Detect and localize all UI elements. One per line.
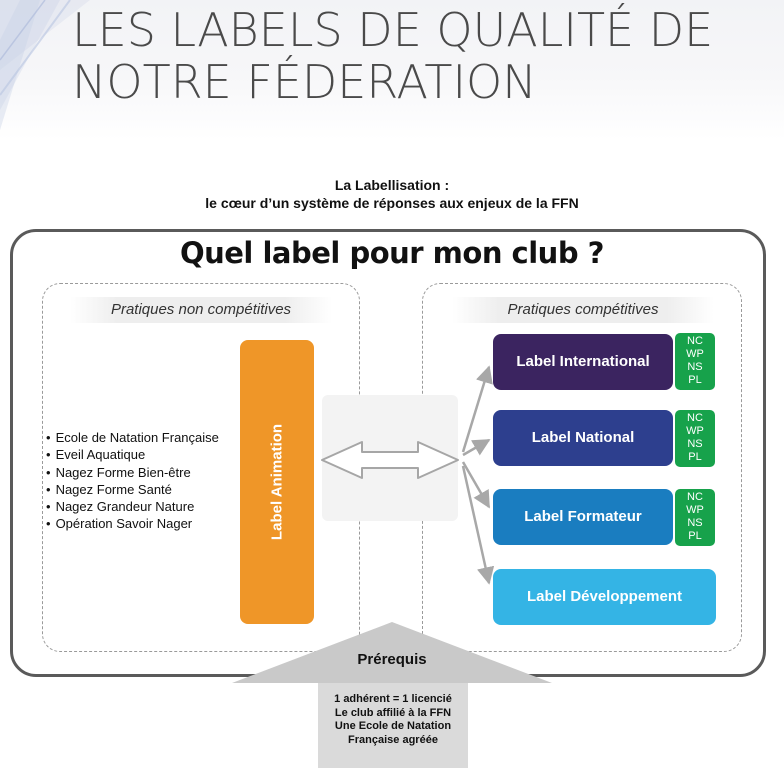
label-national: Label National: [493, 410, 673, 466]
label-formateur: Label Formateur: [493, 489, 673, 545]
label-animation-text: Label Animation: [268, 423, 286, 541]
code-wp: WP: [686, 504, 704, 516]
list-item: • Opération Savoir Nager: [46, 515, 219, 532]
code-ns: NS: [687, 517, 703, 529]
code-ns: NS: [687, 438, 703, 450]
list-item: • Nagez Grandeur Nature: [46, 498, 219, 515]
prerequisite-line: 1 adhérent = 1 licencié: [334, 693, 452, 705]
main-heading: Quel label pour mon club ?: [179, 236, 605, 270]
competitive-header: Pratiques compétitives: [452, 297, 714, 323]
code-pl: PL: [688, 374, 702, 386]
subtitle-line-1: La Labellisation :: [334, 177, 450, 193]
subtitle-line-2: le cœur d’un système de réponses aux enjeux de la FFN: [205, 195, 579, 211]
prerequisite-line: Le club affilié à la FFN: [334, 706, 452, 719]
prerequisites-body: [318, 693, 468, 747]
code-wp: WP: [686, 348, 704, 360]
code-wp: WP: [686, 425, 704, 437]
prerequisite-line: Française agréée: [348, 733, 438, 746]
page-title: LES LABELS DE QUALITÉ DE NOTRE FÉDERATION: [72, 3, 714, 109]
code-nc: NC: [687, 412, 703, 424]
label-international: Label International: [493, 334, 673, 390]
code-nc: NC: [687, 335, 703, 347]
list-item: • Eveil Aquatique: [46, 446, 219, 463]
list-item: • Nagez Forme Santé: [46, 481, 219, 498]
non-competitive-header: Pratiques non compétitives: [70, 297, 332, 323]
list-item: • Nagez Forme Bien-être: [46, 464, 219, 481]
prerequisite-line: Une Ecole de Natation: [334, 720, 452, 732]
code-ns: NS: [687, 361, 703, 373]
code-pl: PL: [688, 451, 702, 463]
list-item: • Ecole de Natation Française: [46, 429, 219, 446]
code-pl: PL: [688, 530, 702, 542]
label-developpement: Label Développement: [493, 569, 716, 625]
prerequisites-title: Prérequis: [357, 651, 427, 668]
code-nc: NC: [687, 491, 703, 503]
